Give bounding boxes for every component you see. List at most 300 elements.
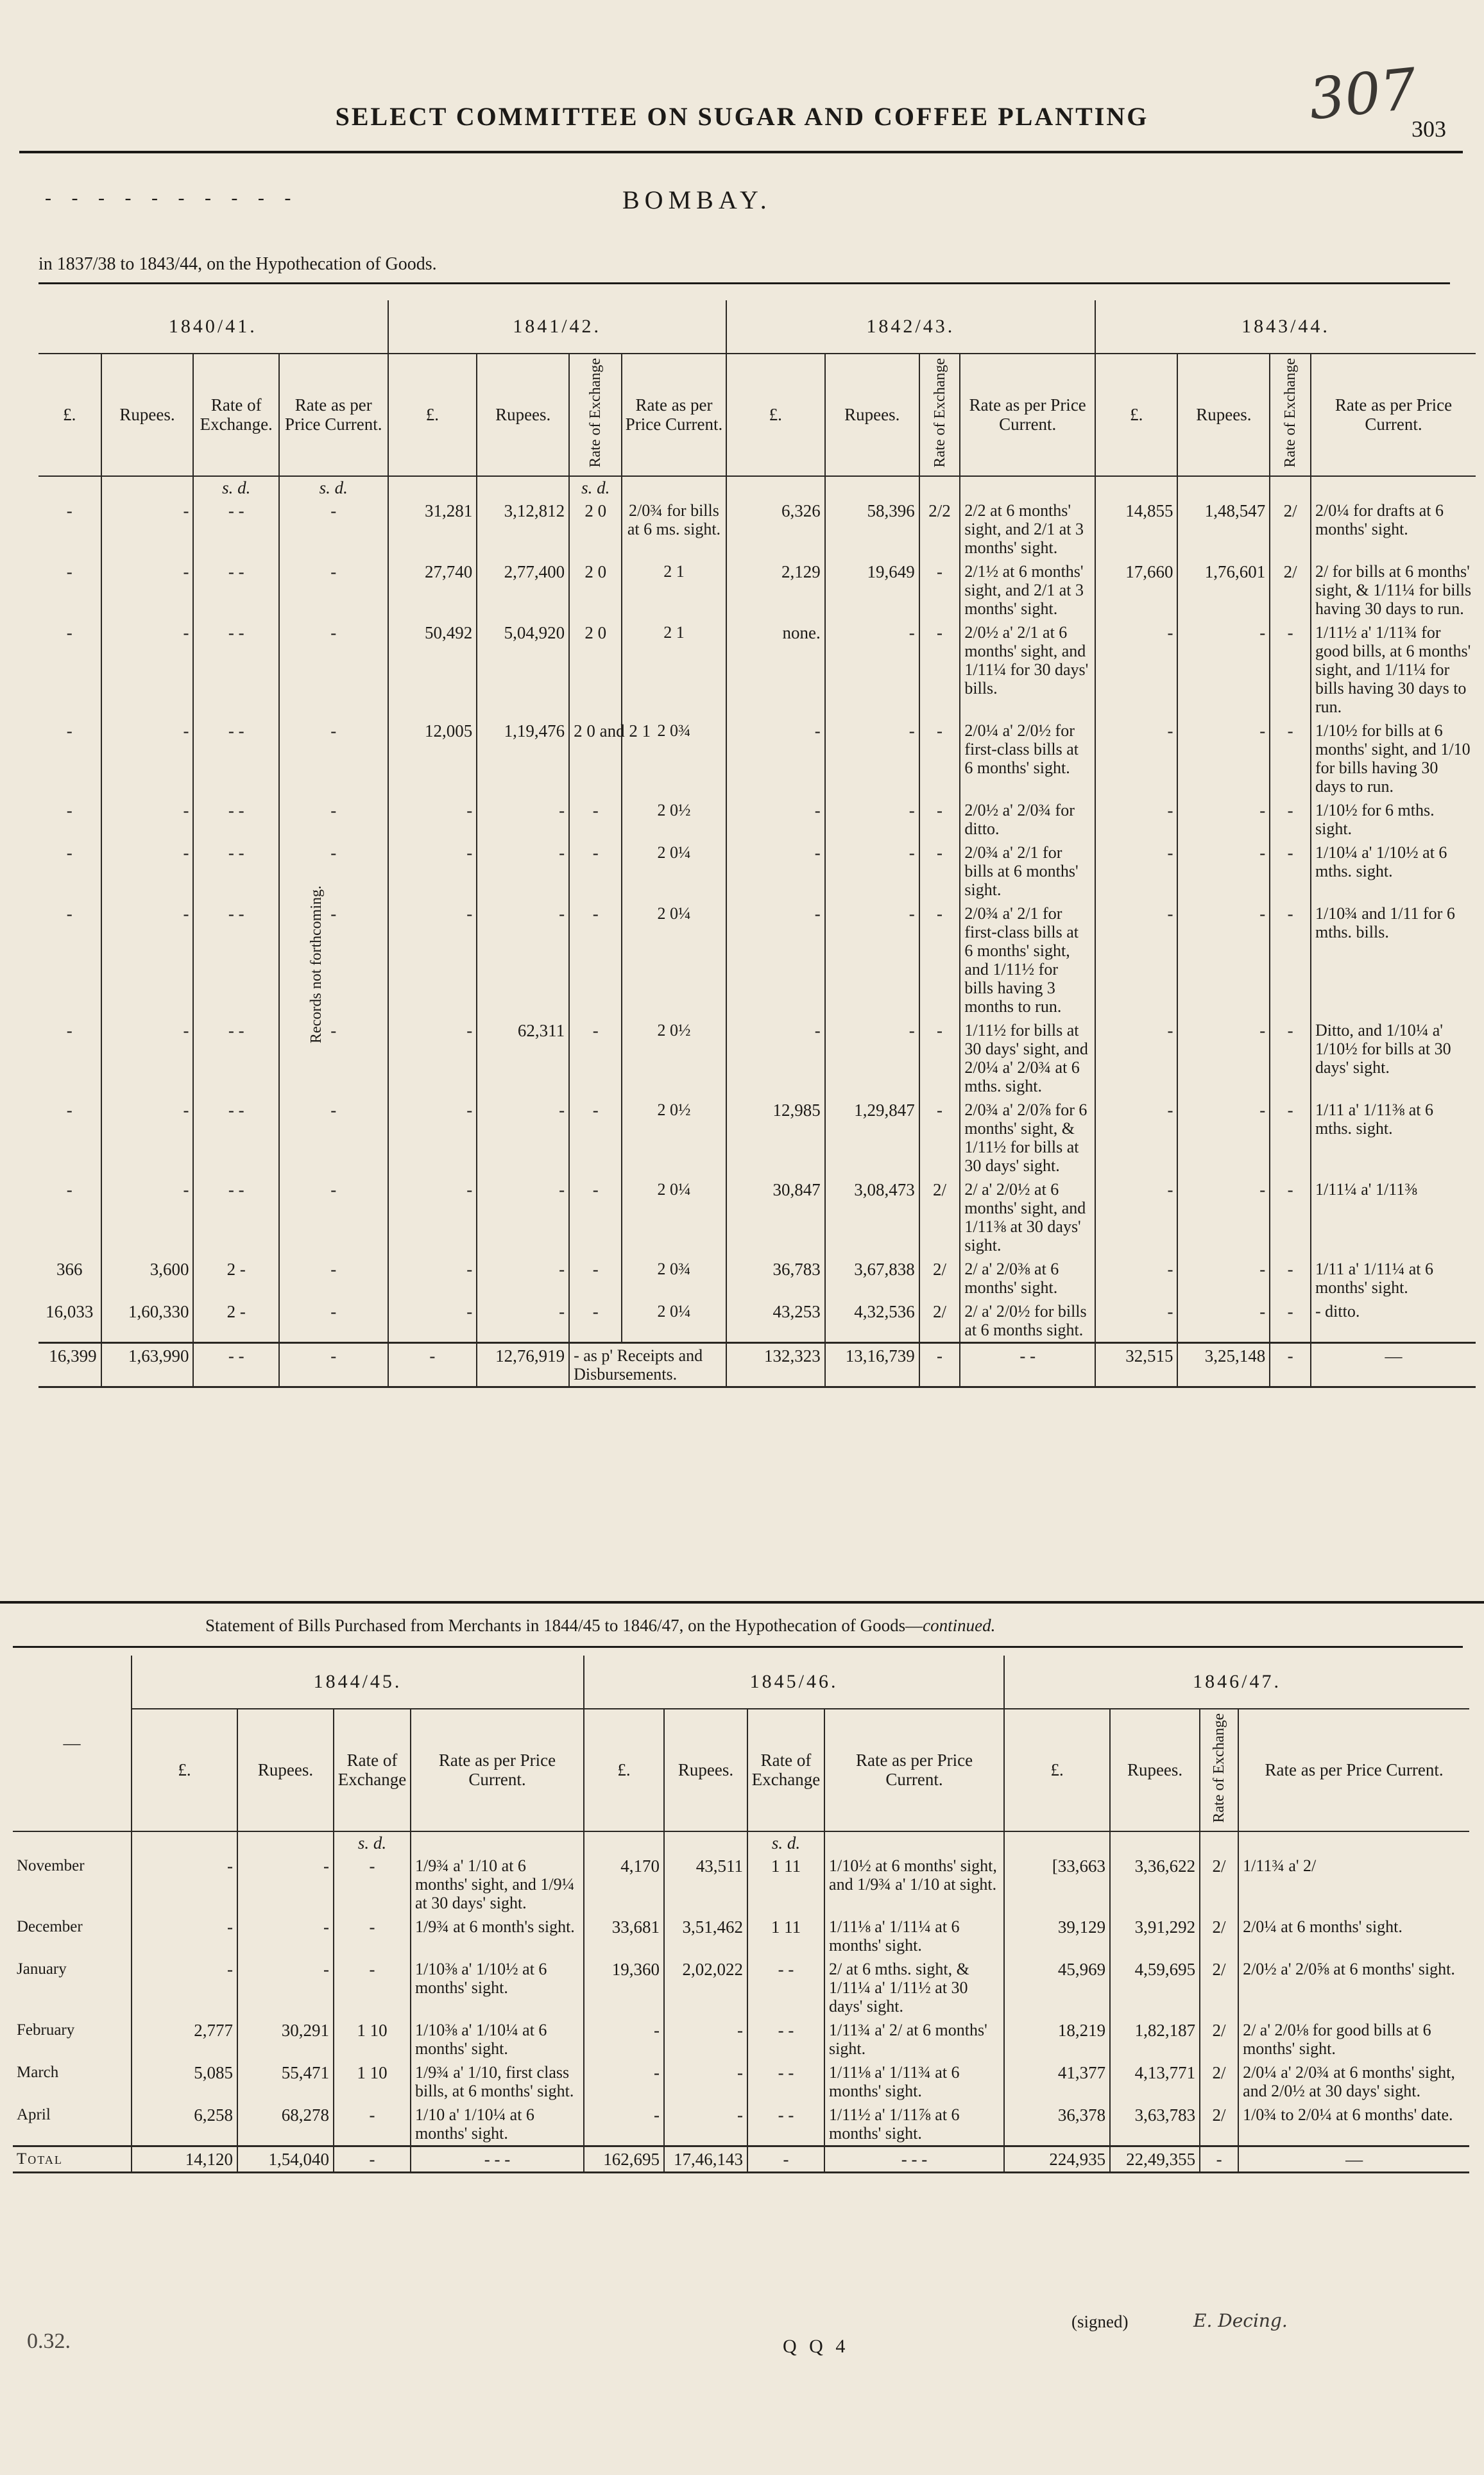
table-cell: - <box>1177 1098 1270 1178</box>
table-row <box>38 621 1476 719</box>
table-cell: - <box>477 841 569 902</box>
table-cell: 1,29,847 <box>825 1098 919 1178</box>
table-cell: 2 0 and 2 1 <box>569 719 622 798</box>
year-header-1845-46: 1845/46. <box>584 1656 1004 1709</box>
table-cell: - <box>66 1100 72 1120</box>
table-cell: - <box>1270 902 1311 1018</box>
table-cell: - <box>66 561 72 581</box>
table-cell: - <box>334 1957 411 2018</box>
table-cell: - <box>279 560 388 621</box>
table-cell: 16,033 <box>46 1301 94 1321</box>
table-cell: 2 0½ <box>622 798 726 841</box>
table-cell: - <box>388 902 477 1018</box>
table-1840-1844 <box>38 300 1476 1388</box>
table-cell: 1 11 <box>747 1915 824 1957</box>
total-cell: - - - <box>411 2146 584 2172</box>
table-cell: - - <box>747 2060 824 2103</box>
unit-label: s. d. <box>334 1831 411 1854</box>
section-dashes: - - - - - - - - - - <box>45 187 299 209</box>
table-cell: - <box>66 721 72 741</box>
table-cell: 58,396 <box>825 499 919 560</box>
unit-label: s. d. <box>747 1831 824 1854</box>
table-cell: - <box>388 1178 477 1257</box>
section-title: BOMBAY. <box>622 185 772 214</box>
table-cell: 45,969 <box>1004 1957 1110 2018</box>
total-cell: — <box>1238 2146 1469 2172</box>
table-cell: 5,085 <box>132 2060 237 2103</box>
table-cell: 6,258 <box>132 2103 237 2146</box>
year-header-1843-44: 1843/44. <box>1095 300 1476 354</box>
total-cell: 17,46,143 <box>664 2146 747 2172</box>
records-not-forthcoming-note: Records not forthcoming. <box>308 886 325 1043</box>
table-cell: 2 0 <box>569 560 622 621</box>
table-cell: 2/0¾ a' 2/1 for first-class bills at 6 months' sight, and 1/11½ for bills having 3 months to run. <box>960 902 1095 1018</box>
table-cell: 2/0½ a' 2/0¾ for ditto. <box>960 798 1095 841</box>
total-cell: 16,399 <box>38 1342 101 1387</box>
table-row <box>13 2103 1469 2146</box>
total-label: Total <box>13 2146 132 2172</box>
table-cell: 2 - <box>193 1257 279 1299</box>
table-cell: 2/2 at 6 months' sight, and 2/1 at 3 months' sight. <box>960 499 1095 560</box>
table-cell: 2/0¼ a' 2/0¾ at 6 months' sight, and 2/0½ at 30 days' sight. <box>1238 2060 1469 2103</box>
table-cell: - - <box>193 560 279 621</box>
table-cell: - <box>1270 1299 1311 1343</box>
table-cell: - <box>726 841 825 902</box>
col-rupees: Rupees. <box>825 354 919 476</box>
table-cell: - <box>569 1299 622 1343</box>
table-cell: 2 0½ <box>622 1018 726 1098</box>
table-cell: 2/1½ at 6 months' sight, and 2/1 at 3 months' sight. <box>960 560 1095 621</box>
table-cell: 2/0¼ a' 2/0½ for first-class bills at 6 months' sight. <box>960 719 1095 798</box>
table-cell: - <box>1270 1018 1311 1098</box>
table-cell: - - <box>193 902 279 1018</box>
table-cell: - <box>279 499 388 560</box>
table-cell: - <box>1177 1257 1270 1299</box>
col-rate-price: Rate as per Price Current. <box>411 1709 584 1831</box>
table-cell: - <box>279 902 388 1018</box>
col-pound: £. <box>63 405 76 425</box>
table-cell: Ditto, and 1/10¼ a' 1/10½ for bills at 30 days' sight. <box>1311 1018 1476 1098</box>
table-cell: 2/0¼ for drafts at 6 months' sight. <box>1311 499 1476 560</box>
table-cell: 1,82,187 <box>1110 2018 1200 2060</box>
section-divider <box>0 1601 1484 1604</box>
table-cell: 1/11⅛ a' 1/11¾ at 6 months' sight. <box>824 2060 1004 2103</box>
table-cell: - <box>237 1957 334 2018</box>
table-cell: 2/ <box>919 1257 960 1299</box>
table-cell: - <box>1177 1299 1270 1343</box>
table-cell: 2/ a' 2/0⅛ for good bills at 6 months' sight. <box>1238 2018 1469 2060</box>
total-cell: 32,515 <box>1095 1342 1177 1387</box>
table-row <box>38 499 1476 560</box>
table-cell: 27,740 <box>388 560 477 621</box>
col-pound: £. <box>1004 1709 1110 1831</box>
table-cell: - <box>66 622 72 642</box>
table-cell: - <box>237 1854 334 1915</box>
table-cell: - <box>919 560 960 621</box>
table-cell: - <box>334 1915 411 1957</box>
table-cell: - <box>584 2018 664 2060</box>
table-cell: 2 0 <box>569 499 622 560</box>
table-cell: 1/11¾ a' 2/ <box>1238 1854 1469 1915</box>
table-cell: 2 0 <box>569 621 622 719</box>
table-cell: - <box>919 621 960 719</box>
col-rate-price: Rate as per Price Current. <box>279 354 388 476</box>
signatory-name: E. Decing. <box>1193 2310 1288 2331</box>
signature-mark: Q Q 4 <box>783 2336 849 2357</box>
table-cell: 2,129 <box>726 560 825 621</box>
table-cell: - <box>477 1257 569 1299</box>
table-cell: - <box>569 902 622 1018</box>
table-cell: - <box>825 902 919 1018</box>
table-cell: 2,777 <box>132 2018 237 2060</box>
table-cell: - <box>726 902 825 1018</box>
table-cell: - <box>1095 1257 1177 1299</box>
table-cell: 1,19,476 <box>477 719 569 798</box>
col-rupees: Rupees. <box>1110 1709 1200 1831</box>
table-row <box>13 1854 1469 1915</box>
table-cell: 1/11¾ a' 2/ at 6 months' sight. <box>824 2018 1004 2060</box>
table-cell: - <box>1177 841 1270 902</box>
table-cell: 3,67,838 <box>825 1257 919 1299</box>
table-cell: - <box>1270 719 1311 798</box>
table-cell: 366 <box>56 1259 83 1279</box>
table-row-total <box>38 1342 1476 1387</box>
table-cell: 2/ <box>1200 1915 1238 1957</box>
table-row <box>38 560 1476 621</box>
table-cell: - <box>66 1179 72 1199</box>
table-cell: 18,219 <box>1004 2018 1110 2060</box>
col-rupees: Rupees. <box>237 1709 334 1831</box>
col-rupees: Rupees. <box>664 1709 747 1831</box>
table-cell: 1,60,330 <box>101 1299 194 1343</box>
table-cell: - - <box>193 1098 279 1178</box>
table-cell: - <box>132 1854 237 1915</box>
table-cell: - <box>1270 841 1311 902</box>
table-cell: 55,471 <box>237 2060 334 2103</box>
table-cell: 2/0¾ a' 2/1 for bills at 6 months' sight. <box>960 841 1095 902</box>
table-cell: - <box>101 1178 194 1257</box>
table-cell: - <box>726 719 825 798</box>
table-row <box>13 1915 1469 1957</box>
table-row <box>13 1957 1469 2018</box>
running-title: SELECT COMMITTEE ON SUGAR AND COFFEE PLANTING <box>335 102 1149 131</box>
table-cell: - <box>584 2060 664 2103</box>
table-cell: - <box>101 1098 194 1178</box>
table-cell: - <box>569 841 622 902</box>
page-number: 303 <box>1412 116 1446 142</box>
table-cell: - <box>1095 1299 1177 1343</box>
table-cell: - <box>132 1915 237 1957</box>
table-cell: - <box>664 2103 747 2146</box>
table-cell: 2 0¼ <box>622 1178 726 1257</box>
table-cell: 4,59,695 <box>1110 1957 1200 2018</box>
table2-caption: Statement of Bills Purchased from Merchants in 1844/45 to 1846/47, on the Hypothecation of Goods—continued. <box>205 1616 996 1635</box>
table-cell: - <box>477 1098 569 1178</box>
table-cell: - <box>569 1098 622 1178</box>
table-cell: 2 0¼ <box>622 1299 726 1343</box>
table-cell: - <box>1095 621 1177 719</box>
col-rupees: Rupees. <box>101 354 194 476</box>
table-cell: - <box>279 841 388 902</box>
table-cell: - <box>101 841 194 902</box>
table-cell: 1/11½ a' 1/11¾ for good bills, at 6 months' sight, and 1/11¼ for bills having 30 days to run. <box>1311 621 1476 719</box>
table-cell: - <box>1177 902 1270 1018</box>
table-cell: - <box>477 1299 569 1343</box>
total-cell: - as p' Receipts and Disbursements. <box>569 1342 726 1387</box>
table-cell: - <box>1177 719 1270 798</box>
table-row <box>38 1018 1476 1098</box>
total-cell: 14,120 <box>132 2146 237 2172</box>
table-row <box>13 2060 1469 2103</box>
table2-top-rule <box>13 1646 1463 1648</box>
table-cell: - <box>569 1018 622 1098</box>
table-cell: - <box>477 902 569 1018</box>
table-cell: - ditto. <box>1311 1299 1476 1343</box>
table-cell: - <box>101 1018 194 1098</box>
total-cell: - <box>919 1342 960 1387</box>
table-cell: 2 0¼ <box>622 902 726 1018</box>
table-cell: 2/ <box>1200 2103 1238 2146</box>
table-cell: - - <box>747 2018 824 2060</box>
table-cell: 2/ for bills at 6 months' sight, & 1/11¼ for bills having 30 days to run. <box>1311 560 1476 621</box>
table-cell: 1/10½ for 6 mths. sight. <box>1311 798 1476 841</box>
table-cell: - <box>237 1915 334 1957</box>
total-cell: - - - <box>824 2146 1004 2172</box>
table-cell: - - <box>193 499 279 560</box>
table-cell: 4,32,536 <box>825 1299 919 1343</box>
total-cell: 1,63,990 <box>101 1342 194 1387</box>
col-pound: £. <box>388 354 477 476</box>
table-cell: 33,681 <box>584 1915 664 1957</box>
table-cell: - - <box>193 1178 279 1257</box>
table-cell: - <box>1095 841 1177 902</box>
total-cell: 1,54,040 <box>237 2146 334 2172</box>
table-cell: - - <box>747 2103 824 2146</box>
table-cell: 12,005 <box>388 719 477 798</box>
total-cell: 224,935 <box>1004 2146 1110 2172</box>
table-cell: 2,77,400 <box>477 560 569 621</box>
table-cell: 43,253 <box>726 1299 825 1343</box>
table-cell: 2,02,022 <box>664 1957 747 2018</box>
table-cell: - <box>664 2060 747 2103</box>
col-rate-exchange-vertical: Rate of Exchange <box>919 354 960 476</box>
table-cell: 36,783 <box>726 1257 825 1299</box>
col-rate-price: Rate as per Price Current. <box>1311 354 1476 476</box>
table-cell: - - <box>193 621 279 719</box>
table-cell: - <box>101 798 194 841</box>
table-cell: 2/ <box>1200 1957 1238 2018</box>
table-cell: 1/10½ at 6 months' sight, and 1/9¾ a' 1/10 at sight. <box>824 1854 1004 1915</box>
table-cell: - <box>1270 621 1311 719</box>
table-cell: 2 0½ <box>622 1098 726 1178</box>
total-cell: 22,49,355 <box>1110 2146 1200 2172</box>
table-cell: 2/0½ a' 2/1 at 6 months' sight, and 1/11¼ for 30 days' bills. <box>960 621 1095 719</box>
table-cell: - <box>726 798 825 841</box>
table-cell: 19,649 <box>825 560 919 621</box>
table-row <box>38 1257 1476 1299</box>
table-cell: - <box>919 902 960 1018</box>
table-cell: 30,847 <box>726 1178 825 1257</box>
folio-number-handwritten: 307 <box>1306 55 1420 133</box>
table-cell: 1/11 a' 1/11⅜ at 6 mths. sight. <box>1311 1098 1476 1178</box>
table-cell: 1/10½ for bills at 6 months' sight, and 1/10 for bills having 30 days to run. <box>1311 719 1476 798</box>
total-cell: - <box>1270 1342 1311 1387</box>
table-cell: - <box>388 1018 477 1098</box>
unit-label: s. d. <box>193 476 279 499</box>
col-rate-exchange: Rate of Exchange <box>747 1709 824 1831</box>
table-cell: - <box>1095 798 1177 841</box>
col-pound: £. <box>726 354 825 476</box>
table-cell: - <box>1095 1018 1177 1098</box>
col-rupees: Rupees. <box>1177 354 1270 476</box>
table-cell: - - <box>193 1018 279 1098</box>
year-header-1840-41: 1840/41. <box>168 316 257 337</box>
table-row <box>38 719 1476 798</box>
table-cell: January <box>17 1960 67 1978</box>
table-cell: 1/9¾ a' 1/10 at 6 months' sight, and 1/9¼ at 30 days' sight. <box>411 1854 584 1915</box>
table-cell: 1/10⅜ a' 1/10¼ at 6 months' sight. <box>411 2018 584 2060</box>
total-cell: - - <box>960 1342 1095 1387</box>
table-cell: 1 10 <box>334 2018 411 2060</box>
table-cell: - <box>919 719 960 798</box>
table-cell: 2/0¾ for bills at 6 ms. sight. <box>622 499 726 560</box>
table-row <box>38 1098 1476 1178</box>
table-cell: [33,663 <box>1004 1854 1110 1915</box>
table-cell: November <box>17 1856 85 1874</box>
table-cell: - <box>132 1957 237 2018</box>
total-cell: 162,695 <box>584 2146 664 2172</box>
table-cell: - <box>1270 1178 1311 1257</box>
table-cell: - <box>279 1098 388 1178</box>
col-rate-price: Rate as per Price Current. <box>960 354 1095 476</box>
table-cell: 2/ <box>1200 2018 1238 2060</box>
year-header-1841-42: 1841/42. <box>388 300 726 354</box>
year-header-1842-43: 1842/43. <box>726 300 1095 354</box>
col-pound: £. <box>132 1709 237 1831</box>
table-cell: 3,600 <box>101 1257 194 1299</box>
table-cell: - <box>334 1854 411 1915</box>
table-cell: 68,278 <box>237 2103 334 2146</box>
table-cell: 19,360 <box>584 1957 664 2018</box>
table-cell: 39,129 <box>1004 1915 1110 1957</box>
header-rule <box>19 151 1463 153</box>
table-cell: none. <box>726 621 825 719</box>
table-cell: - <box>279 719 388 798</box>
table-cell: 1/10 a' 1/10¼ at 6 months' sight. <box>411 2103 584 2146</box>
table-cell: - <box>825 719 919 798</box>
table-cell: 1,48,547 <box>1177 499 1270 560</box>
col-rupees: Rupees. <box>477 354 569 476</box>
table-cell: - <box>1177 621 1270 719</box>
table-cell: - <box>1270 1098 1311 1178</box>
table-cell: 2/0¾ a' 2/0⅞ for 6 months' sight, & 1/11½ for bills at 30 days' sight. <box>960 1098 1095 1178</box>
signed-label: (signed) <box>1071 2312 1129 2331</box>
table-cell: 62,311 <box>477 1018 569 1098</box>
total-cell: 3,25,148 <box>1177 1342 1270 1387</box>
table-cell: - - <box>193 719 279 798</box>
col-rate-price: Rate as per Price Current. <box>622 354 726 476</box>
table-cell: - <box>569 798 622 841</box>
table-cell: 50,492 <box>388 621 477 719</box>
total-cell: — <box>1311 1342 1476 1387</box>
table-cell: - <box>101 560 194 621</box>
table-cell: 12,985 <box>726 1098 825 1178</box>
table-cell: 2/ <box>1270 560 1311 621</box>
table-cell: - <box>569 1257 622 1299</box>
table-cell: 14,855 <box>1095 499 1177 560</box>
col-rate-price: Rate as per Price Current. <box>1238 1709 1469 1831</box>
table-cell: 2/ <box>919 1178 960 1257</box>
table-cell: - <box>388 798 477 841</box>
table-cell: - <box>919 1018 960 1098</box>
table-cell: 4,170 <box>584 1854 664 1915</box>
table-cell: - <box>664 2018 747 2060</box>
table-cell: - <box>1177 798 1270 841</box>
col-pound: £. <box>1095 354 1177 476</box>
table-cell: - <box>726 1018 825 1098</box>
table-cell: 2/ <box>1270 499 1311 560</box>
table-cell: 6,326 <box>726 499 825 560</box>
table-cell: - <box>1095 1178 1177 1257</box>
table-cell: 1 11 <box>747 1854 824 1915</box>
unit-label: s. d. <box>569 476 622 499</box>
table1-top-rule <box>38 282 1450 284</box>
table-cell: 1,76,601 <box>1177 560 1270 621</box>
table-cell: - <box>279 1018 388 1098</box>
table-cell: 3,63,783 <box>1110 2103 1200 2146</box>
table-cell: - <box>334 2103 411 2146</box>
table-cell: 4,13,771 <box>1110 2060 1200 2103</box>
table-cell: 2 1 <box>622 560 726 621</box>
table-cell: - <box>1095 719 1177 798</box>
col-rate-exchange: Rate of Exchange <box>334 1709 411 1831</box>
table-cell: 1/11⅛ a' 1/11¼ at 6 months' sight. <box>824 1915 1004 1957</box>
table-cell: - <box>1270 798 1311 841</box>
table-row <box>38 798 1476 841</box>
table-cell: 41,377 <box>1004 2060 1110 2103</box>
table-cell: - <box>388 1257 477 1299</box>
table-cell: - <box>919 841 960 902</box>
table-cell: - - <box>193 841 279 902</box>
table-cell: 2/2 <box>919 499 960 560</box>
table-row <box>13 2018 1469 2060</box>
table-cell: 3,91,292 <box>1110 1915 1200 1957</box>
total-cell: - <box>334 2146 411 2172</box>
total-cell: - <box>747 2146 824 2172</box>
table-cell: 2 0¾ <box>622 719 726 798</box>
table-cell: 1/0¾ to 2/0¼ at 6 months' date. <box>1238 2103 1469 2146</box>
total-cell: - <box>1200 2146 1238 2172</box>
table-cell: - - <box>747 1957 824 2018</box>
table-cell: - <box>66 501 72 520</box>
table-cell: - <box>66 800 72 820</box>
table-cell: 31,281 <box>388 499 477 560</box>
table-cell: - <box>101 719 194 798</box>
table-cell: - <box>1095 1098 1177 1178</box>
table-cell: - <box>1177 1178 1270 1257</box>
table-cell: 2/ <box>1200 2060 1238 2103</box>
table-cell: April <box>17 2105 51 2123</box>
total-cell: - <box>279 1342 388 1387</box>
table-cell: 1/11½ a' 1/11⅞ at 6 months' sight. <box>824 2103 1004 2146</box>
table-cell: - <box>101 621 194 719</box>
table-cell: - <box>477 1178 569 1257</box>
table-cell: - - <box>193 798 279 841</box>
table-cell: 43,511 <box>664 1854 747 1915</box>
table-cell: - <box>569 1178 622 1257</box>
col-rate-exchange: Rate of Exchange. <box>193 354 279 476</box>
table-cell: - <box>279 798 388 841</box>
